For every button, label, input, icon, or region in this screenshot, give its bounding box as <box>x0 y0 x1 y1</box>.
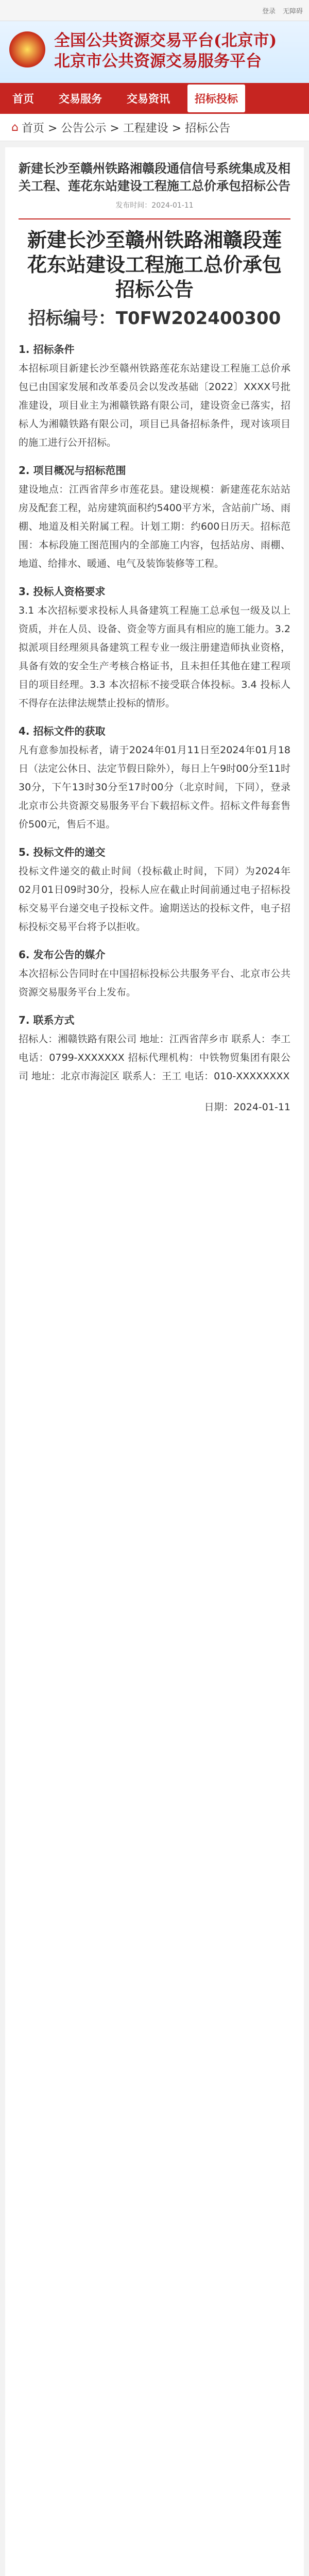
site-header <box>0 21 309 83</box>
section-2-body: 建设地点：江西省萍乡市莲花县。建设规模：新建莲花东站站房及配套工程，站房建筑面积约5400平方米，含站前广场、雨棚、地道及相关附属工程。计划工期：约600日历天。招标范围：本标段施工图范围内的全部施工内容，包括站房、雨棚、地道、给排水、暖通、电气及装饰装修等工程。 <box>19 484 290 569</box>
site-title-line1: 全国公共资源交易平台(北京市) <box>54 31 277 50</box>
section-1-body: 本招标项目新建长沙至赣州铁路莲花东站建设工程施工总价承包已由国家发展和改革委员会以发改基础〔2022〕XXXX号批准建设，项目业主为湘赣铁路有限公司，建设资金已落实，招标人为湘赣铁路有限公司，项目已具备招标条件，现对该项目的施工进行公开招标。 <box>19 363 290 448</box>
article-body <box>5 147 304 2576</box>
section-6-body: 本次招标公告同时在中国招标投标公共服务平台、北京市公共资源交易服务平台上发布。 <box>19 968 290 998</box>
article-headline: 新建长沙至赣州铁路湘赣段通信信号系统集成及相关工程、莲花东站建设工程施工总价承包招标公告 <box>19 161 290 193</box>
top-bar <box>0 0 309 21</box>
big-title: 新建长沙至赣州铁路湘赣段莲花东站建设工程施工总价承包招标公告 <box>27 229 282 301</box>
section-7-heading: 7. 联系方式 <box>19 1014 75 1026</box>
breadcrumb <box>0 114 309 141</box>
section-3-heading: 3. 投标人资格要求 <box>19 585 106 598</box>
section-6-heading: 6. 发布公告的媒介 <box>19 948 106 961</box>
section-1-heading: 1. 招标条件 <box>19 343 75 355</box>
emblem-icon <box>9 31 45 67</box>
section-7-body: 招标人：湘赣铁路有限公司 地址：江西省萍乡市 联系人：李工 电话：0799-XXXXXXX 招标代理机构：中铁物贸集团有限公司 地址：北京市海淀区 联系人：王工 电话：010-XXXXXXXX <box>19 1033 290 1082</box>
login-link[interactable]: 登录 <box>262 7 276 15</box>
breadcrumb-path[interactable]: 首页 > 公告公示 > 工程建设 > 招标公告 <box>21 122 231 135</box>
site-title <box>54 30 277 72</box>
accessibility-link[interactable]: 无障碍 <box>282 7 303 15</box>
section-4-heading: 4. 招标文件的获取 <box>19 725 106 737</box>
section-3-body: 3.1 本次招标要求投标人具备建筑工程施工总承包一级及以上资质，并在人员、设备、资金等方面具有相应的施工能力。3.2 拟派项目经理须具备建筑工程专业一级注册建造师执业资格，具备有效的安全生产考核合格证书，且未担任其他在建工程项目的项目经理。3.3 本次招标不接受联合体投标。3.4 投标人不得存在法律法规禁止投标的情形。 <box>19 605 290 709</box>
section-5-body: 投标文件递交的截止时间（投标截止时间，下同）为2024年02月01日09时30分，投标人应在截止时间前通过电子招标投标交易平台递交电子投标文件。逾期送达的投标文件，电子招标投标交易平台将予以拒收。 <box>19 866 290 933</box>
section-2-heading: 2. 项目概况与招标范围 <box>19 464 126 477</box>
nav-item-home[interactable]: 首页 <box>12 93 34 105</box>
article-date: 日期：2024-01-11 <box>204 1101 290 1113</box>
section-4-body: 凡有意参加投标者，请于2024年01月11日至2024年01月18日（法定公休日、法定节假日除外），每日上午9时00分至11时30分，下午13时30分至17时00分（北京时间，下同），登录北京市公共资源交易服务平台下载招标文件。招标文件每套售价500元，售后不退。 <box>19 744 290 830</box>
home-icon: ⌂ <box>11 121 19 134</box>
nav-item-services[interactable]: 交易服务 <box>59 93 102 105</box>
site-title-line2: 北京市公共资源交易服务平台 <box>54 52 262 71</box>
nav-item-news[interactable]: 交易资讯 <box>127 93 170 105</box>
main-nav <box>0 83 309 114</box>
publish-time: 发布时间：2024-01-11 <box>115 201 194 210</box>
nav-item-bidding[interactable]: 招标投标 <box>187 84 245 112</box>
bid-number: 招标编号：T0FW202400300 <box>28 308 281 329</box>
section-5-heading: 5. 投标文件的递交 <box>19 846 106 858</box>
divider <box>19 218 290 219</box>
